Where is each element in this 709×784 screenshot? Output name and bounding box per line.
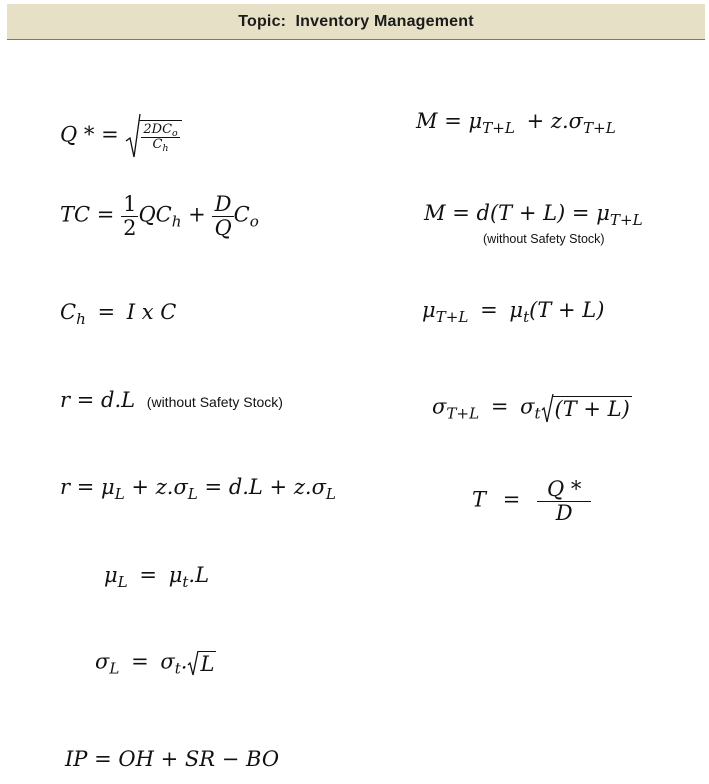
without-safety-stock-note: (without Safety Stock)	[483, 232, 605, 246]
d-over-q-fraction: $\frac{D}{Q}$	[214, 192, 232, 240]
mean-lead-time-formula: $\mu_L = \mu_t.L$	[104, 563, 210, 591]
equals-sign: =	[101, 122, 119, 147]
q-over-d-fraction: $\frac{Q *}{D}$	[537, 478, 591, 524]
review-period-formula: T = $\frac{Q *}{D}$	[472, 478, 591, 524]
eoq-formula	[60, 113, 182, 159]
without-safety-stock-note: (without Safety Stock)	[146, 394, 283, 410]
eoq-lhs: Q *	[60, 122, 95, 147]
reorder-point-safety-formula: $r = \mu_L + z.\sigma_L = d.L + z.\sigma_L$	[60, 475, 336, 503]
tc-lhs: TC	[60, 202, 91, 227]
topic-prefix: Topic:	[238, 12, 287, 30]
total-cost-formula: TC = $\frac{1}{2}$ $QC_h$ + $\frac{D}{Q}$ $C_o$	[60, 192, 259, 240]
half-fraction: $\frac{1}{2}$	[123, 192, 137, 240]
mean-review-lead-formula: $\mu_{T+L} = \mu_t(T + L)$	[422, 298, 605, 326]
reorder-point-formula: r = d.L (without Safety Stock)	[60, 388, 283, 412]
sigma-lead-time-formula: $\sigma_L = \sigma_t$. L	[95, 649, 215, 678]
topic-header	[7, 4, 705, 40]
max-inventory-formula: $M = \mu_{T+L} + z.\sigma_{T+L}$	[416, 109, 616, 137]
inventory-position-formula: IP = OH + SR − BO	[65, 747, 280, 771]
max-inventory-no-safety-formula: $M = d(T + L) = \mu_{T+L}$	[424, 201, 643, 229]
sigma-review-lead-formula: $\sigma_{T+L} = \sigma_t$ (T + L)	[432, 394, 630, 423]
sqrt-sign: $\frac{2DC_o}{C_h}$	[125, 113, 181, 159]
topic-title: Inventory Management	[295, 12, 474, 30]
holding-cost-formula: $C_h = I$ x C	[60, 300, 177, 328]
equals-sign: =	[96, 202, 115, 227]
